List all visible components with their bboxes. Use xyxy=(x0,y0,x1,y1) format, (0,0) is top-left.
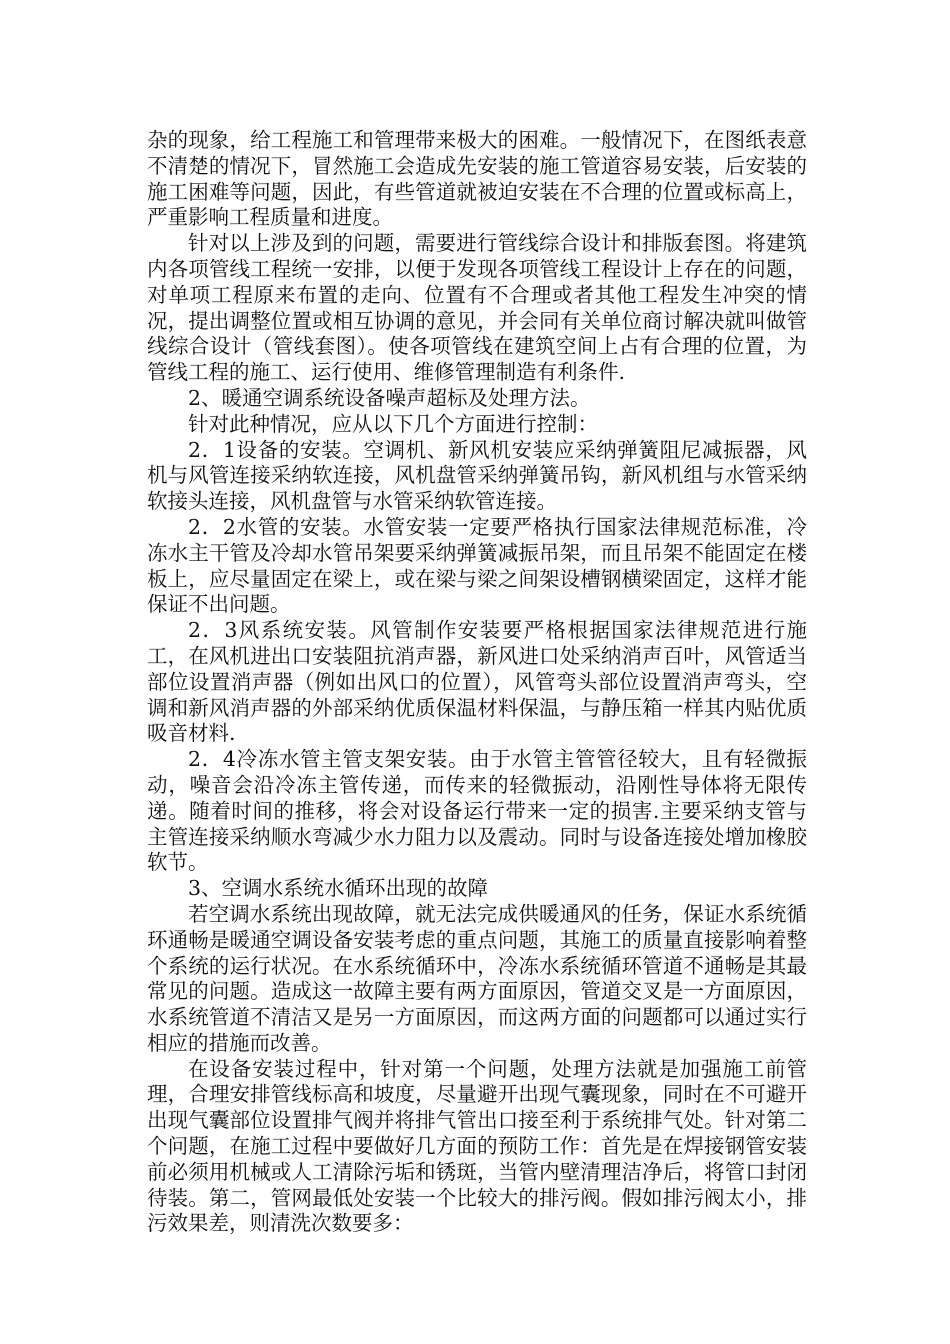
paragraph-fault-description: 若空调水系统出现故障，就无法完成供暖通风的任务，保证水系统循环通畅是暖通空调设备安装考虑的重点问题，其施工的质量直接影响着整个系统的运行状况。在水系统循环中，冷冻水系统循环管道不通畅是其最常见的问题。造成这一故障主要有两方面原因，管道交叉是一方面原因，水系统管道不清洁又是另一方面原因，而这两方面的问题都可以通过实行相应的措施而改善。 xyxy=(147,901,807,1055)
paragraph-water-pipe-installation: 2．2水管的安装。水管安装一定要严格执行国家法律规范标准，冷冻水主干管及冷却水管吊架要采纳弹簧减振吊架，而且吊架不能固定在楼板上，应尽量固定在梁上，或在梁与梁之间架设槽钢横梁固定，这样才能保证不出问题。 xyxy=(147,514,807,617)
paragraph-continuation: 杂的现象，给工程施工和管理带来极大的困难。一般情况下，在图纸表意不清楚的情况下，冒然施工会造成先安装的施工管道容易安装，后安装的施工困难等问题，因此，有些管道就被迫安装在不合理的位置或标高上，严重影响工程质量和进度。 xyxy=(147,128,807,230)
document-body xyxy=(147,128,807,1237)
paragraph-fault-solution: 在设备安装过程中，针对第一个问题，处理方法就是加强施工前管理，合理安排管线标高和坡度，尽量避开出现气囊现象，同时在不可避开出现气囊部位设置排气阀并将排气管出口接至利于系统排气处。针对第二个问题，在施工过程中要做好几方面的预防工作：首先是在焊接钢管安装前必须用机械或人工清除污垢和锈斑，当管内壁清理洁净后，将管口封闭待装。第二，管网最低处安装一个比较大的排污阀。假如排污阀太小，排污效果差，则清洗次数要多： xyxy=(147,1056,807,1236)
paragraph-pipeline-design: 针对以上涉及到的问题，需要进行管线综合设计和排版套图。将建筑内各项管线工程统一安排，以便于发现各项管线工程设计上存在的问题，对单项工程原来布置的走向、位置有不合理或者其他工程发生冲突的情况，提出调整位置或相互协调的意见，并会同有关单位商讨解决就叫做管线综合设计（管线套图）。使各项管线在建筑空间上占有合理的位置，为管线工程的施工、运行使用、维修管理制造有利条件. xyxy=(147,231,807,385)
section-heading-water-circulation: 3、空调水系统水循环出现的故障 xyxy=(188,876,489,901)
paragraph-equipment-installation: 2．1设备的安装。空调机、新风机安装应采纳弹簧阻尼减振器，风机与风管连接采纳软连接，风机盘管采纳弹簧吊钩，新风机组与水管采纳软接头连接，风机盘管与水管采纳软管连接。 xyxy=(147,437,807,514)
paragraph-chilled-water-support: 2．4冷冻水管主管支架安装。由于水管主管管径较大，且有轻微振动，噪音会沿冷冻主管传递，而传来的轻微振动，沿刚性导体将无限传递。随着时间的推移，将会对设备运行带来一定的损害.主要采纳支管与主管连接采纳顺水弯减少水力阻力以及震动。同时与设备连接处增加橡胶软节。 xyxy=(147,747,807,875)
section-heading-noise: 2、暖通空调系统设备噪声超标及处理方法。 xyxy=(188,385,591,410)
paragraph-control-intro: 针对此种情况，应从以下几个方面进行控制： xyxy=(188,411,598,436)
paragraph-air-system-installation: 2．3风系统安装。风管制作安装要严格根据国家法律规范进行施工，在风机进出口安装阻抗消声器，新风进口处采纳消声百叶，风管适当部位设置消声器（例如出风口的位置），风管弯头部位设置消声弯头，空调和新风消声器的外部采纳优质保温材料保温，与静压箱一样其内贴优质吸音材料. xyxy=(147,618,807,746)
